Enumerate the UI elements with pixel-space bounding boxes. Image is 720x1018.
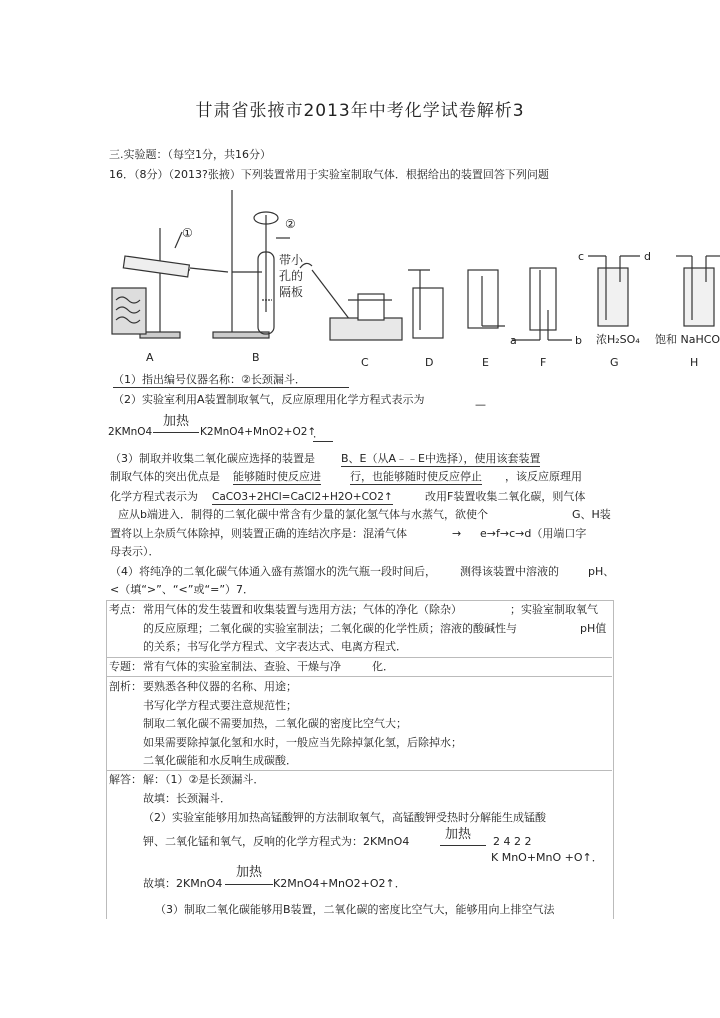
- kd-line3: 的关系；书写化学方程式、文字表达式、电离方程式．: [143, 640, 407, 653]
- jd-line5b: K2MnO4+MnO2+O2↑．: [273, 877, 406, 890]
- px-label: 剖析：: [109, 680, 142, 693]
- eq1-condition: 加热: [163, 414, 190, 429]
- kd-label: 考点：: [109, 603, 142, 616]
- plate-note-3: 隔板: [279, 285, 304, 299]
- jd-heat-line-1: [440, 845, 486, 846]
- q3-line1b: B、E（从A﹣﹣E中选择），使用该套装置: [341, 452, 541, 465]
- port-b: b: [575, 334, 582, 347]
- mark-2: ②: [285, 217, 296, 231]
- q3-line2d: ，该反应原理用: [505, 470, 582, 483]
- q3-line4: 应从b端进入．制得的二氧化碳中常含有少量的氯化氢气体与水蒸气，欲使个: [118, 508, 488, 521]
- q3-line1a: （3）制取并收集二氧化碳应选择的装置是: [110, 452, 315, 465]
- label-b: B: [252, 351, 260, 364]
- eq1-line: [153, 432, 199, 433]
- eq1-reactant: 2KMnO4: [108, 426, 153, 438]
- px-line4: 如果需要除掉氯化氢和水时，一般应当先除掉氯化氢，后除掉水；: [143, 736, 462, 749]
- jd-line1: 解：（1）②是长颈漏斗．: [143, 773, 265, 786]
- jd-line4a: 钾、二氧化锰和氧气，反响的化学方程式为：2KMnO4: [143, 835, 410, 848]
- label-c: C: [361, 356, 369, 369]
- jd-line3: （2）实验室能够用加热高锰酸钾的方法制取氧气，高锰酸钾受热时分解能生成锰酸: [143, 811, 546, 824]
- q3-line3a: 化学方程式表示为: [110, 490, 198, 503]
- q2-blank-dash: —: [475, 398, 486, 411]
- section-heading: 三.实验题：（每空1分，共16分）: [109, 148, 271, 161]
- q4-line2: <（填“>”、“<”或“=”）7．: [110, 583, 255, 596]
- label-a: A: [146, 351, 154, 364]
- port-a: a: [510, 334, 517, 347]
- apparatus-figure: [0, 0, 720, 380]
- jd-heat-1: 加热: [445, 827, 472, 842]
- q3-line5a: 置将以上杂质气体除掉，则装置正确的连结次序是：混淆气体: [110, 527, 407, 540]
- jd-line2: 故填：长颈漏斗．: [143, 792, 231, 805]
- q3-line6: 母表示）．: [110, 545, 160, 558]
- zt-label: 专题：: [109, 660, 142, 673]
- q4-line1c: pH、: [588, 565, 615, 578]
- jd-line5a: 故填：2KMnO4: [143, 877, 223, 890]
- kd-line1b: ；实验室制取氧气: [510, 603, 598, 616]
- jd-heat-2: 加热: [236, 865, 263, 880]
- eq1-end: ．: [313, 426, 333, 442]
- q4-line1a: （4）将纯净的二氧化碳气体通入盛有蒸馏水的洗气瓶一段时间后，: [110, 565, 436, 578]
- page-title: 甘肃省张掖市2013年中考化学试卷解析3: [195, 101, 525, 121]
- jd-subscripts: 2 4 2 2: [493, 835, 532, 848]
- q1-text: （1）指出编号仪器名称：②长颈漏斗．: [113, 373, 349, 388]
- question-stem: 16．（8分）（2013?张掖）下列装置常用于实验室制取气体．根据给出的装置回答下列问题: [109, 168, 549, 181]
- h-reagent: 饱和 NaHCO: [655, 333, 720, 346]
- kd-line1a: 常用气体的发生装置和收集装置与选用方法；气体的净化（除杂）: [143, 603, 462, 616]
- port-d: d: [644, 250, 651, 263]
- eq1-products: K2MnO4+MnO2+O2↑: [200, 426, 317, 438]
- zt-line1a: 常有气体的实验室制法、查验、干燥与净: [143, 660, 341, 673]
- px-line1: 要熟悉各种仪器的名称、用途；: [143, 680, 297, 693]
- q4-line1b: 测得该装置中溶液的: [460, 565, 559, 578]
- px-line3: 制取二氧化碳不需要加热，二氧化碳的密度比空气大；: [143, 717, 407, 730]
- label-e: E: [482, 356, 489, 369]
- px-line5: 二氧化碳能和水反响生成碳酸．: [143, 754, 297, 767]
- jd-heat-line-2: [225, 884, 273, 885]
- label-g: G: [610, 356, 619, 369]
- kd-line2b: pH值: [580, 622, 607, 635]
- label-f: F: [540, 356, 547, 369]
- q3-line4b: G、H装: [572, 508, 611, 521]
- label-h: H: [690, 356, 699, 369]
- px-line2: 书写化学方程式要注意规范性；: [143, 699, 297, 712]
- plate-note-1: 带小: [279, 253, 304, 267]
- zt-line1b: 化．: [372, 660, 394, 673]
- plate-note-2: 孔的: [279, 269, 304, 283]
- port-c: c: [578, 250, 585, 263]
- jd-line6: （3）制取二氧化碳能够用B装置，二氧化碳的密度比空气大，能够用向上排空气法: [155, 903, 555, 916]
- q3-line3c: 改用F装置收集二氧化碳，则气体: [425, 490, 586, 503]
- kd-line2a: 的反应原理；二氧化碳的实验室制法；二氧化碳的化学性质；溶液的酸碱性与: [143, 622, 517, 635]
- label-d: D: [425, 356, 434, 369]
- q3-line5c: e→f→c→d（用端口字: [480, 527, 587, 540]
- q3-line2c: 行，也能够随时使反应停止: [350, 470, 482, 483]
- q2-text: （2）实验室利用A装置制取氧气，反应原理用化学方程式表示为: [113, 393, 425, 406]
- q3-line3b: CaCO3+2HCl=CaCl2+H2O+CO2↑: [212, 491, 393, 503]
- q3-line2b: 能够随时使反应进: [233, 470, 321, 483]
- mark-1: ①: [182, 226, 193, 240]
- q3-line5b: →: [452, 527, 462, 540]
- g-reagent: 浓H₂SO₄: [596, 333, 640, 346]
- q3-line2a: 制取气体的突出优点是: [110, 470, 220, 483]
- jd-line4b: K MnO+MnO +O↑．: [491, 851, 603, 864]
- jd-label: 解答：: [109, 773, 142, 786]
